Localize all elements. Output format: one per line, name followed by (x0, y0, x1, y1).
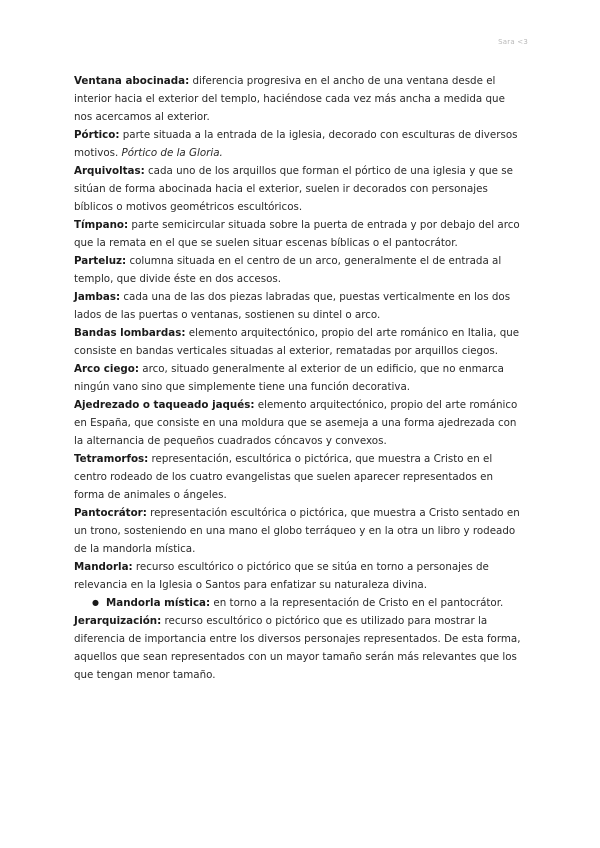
entry-definition: cada uno de los arquillos que forman el pórtico de una iglesia y que se sitúan de forma abocinada hacia el exterior, suelen ir decorados con personajes bíblicos o motivos geométricos escultóricos. (74, 165, 513, 213)
glossary-entry-pantocrator (74, 504, 526, 558)
glossary-entry-portico (74, 126, 526, 162)
header-note: Sara <3 (498, 38, 528, 46)
entry-definition: representación escultórica o pictórica, que muestra a Cristo sentado en un trono, sosteniendo en una mano el globo terráqueo y en la otra un libro y rodeado de la mandorla mística. (74, 507, 520, 555)
glossary-entry-bandas-lombardas (74, 324, 526, 360)
entry-definition: representación, escultórica o pictórica, que muestra a Cristo en el centro rodeado de los cuatro evangelistas que suelen aparecer representados en forma de animales o ángeles. (74, 453, 494, 501)
entry-term: Mandorla: (74, 561, 133, 573)
entry-definition: arco, situado generalmente al exterior de un edificio, que no enmarca ningún vano sino que simplemente tiene una función decorativa. (74, 363, 504, 393)
bullet-definition: en torno a la representación de Cristo en el pantocrátor. (210, 597, 504, 609)
entry-term: Jerarquización: (74, 615, 162, 627)
entry-term: Tímpano: (74, 219, 129, 231)
entry-definition: elemento arquitectónico, propio del arte románico en Italia, que consiste en bandas verticales situadas al exterior, rematadas por arquillos ciegos. (74, 327, 520, 357)
glossary-content (74, 72, 526, 684)
entry-term: Arquivoltas: (74, 165, 145, 177)
entry-term: Ventana abocinada: (74, 75, 190, 87)
entry-term: Bandas lombardas: (74, 327, 186, 339)
entry-definition: recurso escultórico o pictórico que es utilizado para mostrar la diferencia de importancia entre los diversos personajes representados. De esta forma, aquellos que sean representados con un mayor tamaño serán más relevantes que los que tengan menor tamaño. (74, 615, 521, 681)
glossary-entry-mandorla (74, 558, 526, 594)
glossary-entry-jambas (74, 288, 526, 324)
entry-term: Parteluz: (74, 255, 127, 267)
glossary-entry-arco-ciego (74, 360, 526, 396)
entry-term: Jambas: (74, 291, 121, 303)
glossary-entry-parteluz (74, 252, 526, 288)
entry-definition: columna situada en el centro de un arco, generalmente el de entrada al templo, que divide éste en dos accesos. (74, 255, 502, 285)
entry-term: Pantocrátor: (74, 507, 147, 519)
entry-term: Ajedrezado o taqueado jaqués: (74, 399, 255, 411)
entry-term: Arco ciego: (74, 363, 139, 375)
bullet-icon: ● (92, 598, 99, 607)
entry-term: Tetramorfos: (74, 453, 149, 465)
entry-definition: elemento arquitectónico, propio del arte románico en España, que consiste en una moldura que se asemeja a una forma ajedrezada con la alternancia de pequeños cuadrados cóncavos y convexos. (74, 399, 518, 447)
glossary-entry-arquivoltas (74, 162, 526, 216)
entry-term: Pórtico: (74, 129, 120, 141)
glossary-entry-timpano (74, 216, 526, 252)
entry-definition: diferencia progresiva en el ancho de una ventana desde el interior hacia el exterior del templo, haciéndose cada vez más ancha a medida que nos acercamos al exterior. (74, 75, 505, 123)
glossary-entry-ventana-abocinada (74, 72, 526, 126)
glossary-entry-ajedrezado (74, 396, 526, 450)
glossary-entry-jerarquizacion (74, 612, 526, 684)
entry-definition: parte semicircular situada sobre la puerta de entrada y por debajo del arco que la remata en el que se suelen situar escenas bíblicas o el pantocrátor. (74, 219, 520, 249)
entry-example: Pórtico de la Gloria. (121, 147, 223, 159)
bullet-term: Mandorla mística: (106, 597, 211, 609)
entry-definition: recurso escultórico o pictórico que se sitúa en torno a personajes de relevancia en la Iglesia o Santos para enfatizar su naturaleza divina. (74, 561, 489, 591)
entry-definition: cada una de las dos piezas labradas que, puestas verticalmente en los dos lados de las puertas o ventanas, sostienen su dintel o arco. (74, 291, 511, 321)
entry-definition: parte situada a la entrada de la iglesia, decorado con esculturas de diversos motivos. (74, 129, 518, 159)
glossary-entry-tetramorfos (74, 450, 526, 504)
bullet-item-mandorla-mistica (74, 594, 526, 612)
